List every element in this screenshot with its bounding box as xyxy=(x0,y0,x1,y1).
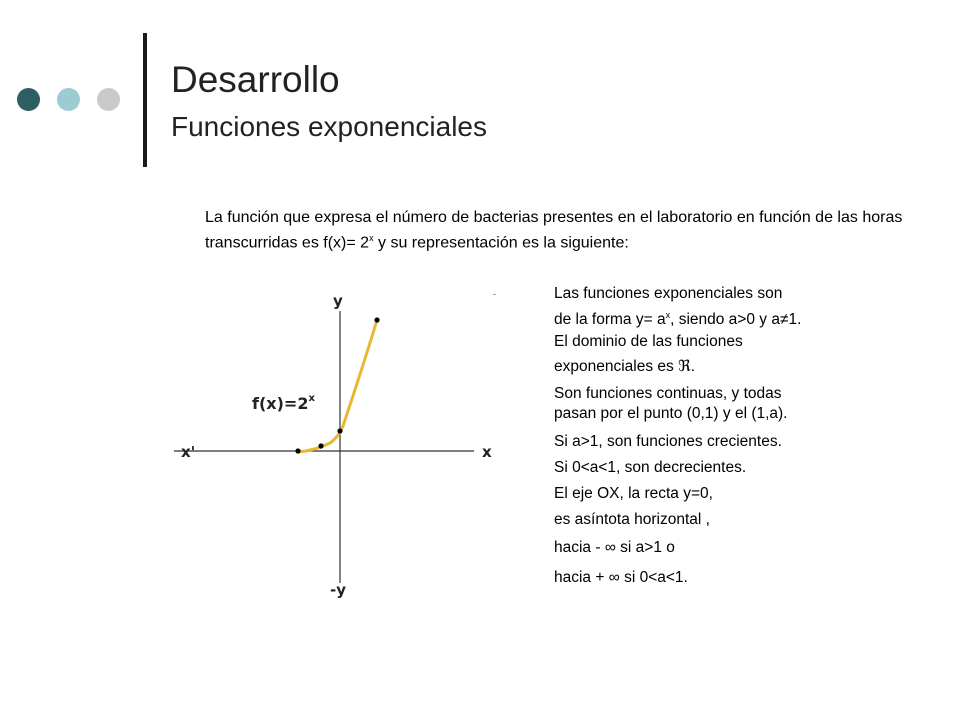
list-item-text: , siendo a>0 y a≠1. xyxy=(670,311,802,329)
slide-subtitle: Funciones exponenciales xyxy=(171,111,487,142)
exponential-curve xyxy=(298,320,377,452)
label-neg-x: x' xyxy=(181,443,196,461)
slide-title: Desarrollo xyxy=(171,59,340,100)
intro-text xyxy=(205,207,905,253)
list-item: Las funciones exponenciales son xyxy=(554,285,783,302)
graph-point xyxy=(374,317,379,322)
function-label xyxy=(252,393,315,413)
label-neg-y: -y xyxy=(330,581,347,599)
bullet-marker: - xyxy=(493,289,496,299)
graph-point xyxy=(337,428,342,433)
list-item: El dominio de las funciones xyxy=(554,333,743,350)
decor-dot-dark xyxy=(17,88,40,111)
list-item: es asíntota horizontal , xyxy=(554,511,710,528)
list-item: Si 0<a<1, son decrecientes. xyxy=(554,459,747,476)
intro-exponent: x xyxy=(369,233,374,243)
list-item xyxy=(554,305,801,330)
list-item-text: . xyxy=(690,358,696,375)
list-item: hacia + ∞ si 0<a<1. xyxy=(554,569,688,586)
list-item-text: exponenciales es xyxy=(554,358,679,375)
list-item: hacia - ∞ si a>1 o xyxy=(554,539,675,556)
list-item: pasan por el punto (0,1) y el (1,a). xyxy=(554,405,788,422)
intro-text-part1: La función que expresa el número de bacterias presentes en el laboratorio en función de las horas transcurridas es f(x)= 2 xyxy=(205,209,903,252)
title-divider xyxy=(143,33,147,167)
function-exponent: x xyxy=(308,393,315,404)
list-item-exponent: x xyxy=(665,310,671,320)
decor-dot-light xyxy=(57,88,80,111)
list-item-text: de la forma y= a xyxy=(554,311,666,329)
decor-dot-gray xyxy=(97,88,120,111)
label-x: x xyxy=(482,443,492,461)
list-item: Son funciones continuas, y todas xyxy=(554,385,782,402)
list-item: El eje OX, la recta y=0, xyxy=(554,485,713,502)
label-y: y xyxy=(333,292,343,310)
graph-point xyxy=(295,448,300,453)
list-item xyxy=(554,356,695,377)
list-item: Si a>1, son funciones crecientes. xyxy=(554,433,782,450)
intro-text-part2: y su representación es la siguiente: xyxy=(373,234,629,252)
graph-point xyxy=(318,443,323,448)
real-numbers-symbol: ℜ xyxy=(678,357,691,375)
function-base: f(x)=2 xyxy=(252,394,309,413)
exponential-graph xyxy=(170,285,500,605)
